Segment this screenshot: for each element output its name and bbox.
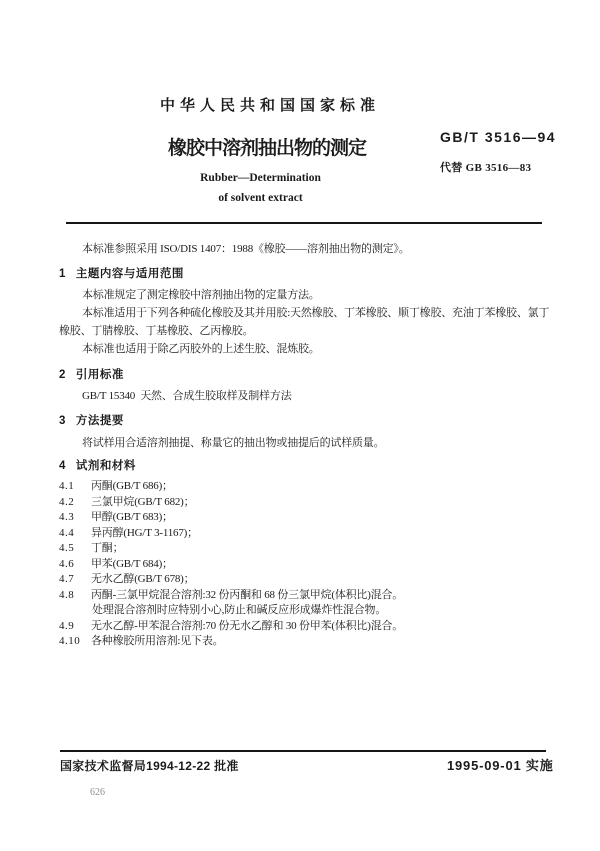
reagent-item: [59, 495, 545, 511]
reagent-number: 4.2: [59, 495, 75, 508]
reagent-number: 4.8: [59, 588, 75, 601]
section-3-summary-line: 将试样用合适溶剂抽提、称量它的抽出物或抽提后的试样质量。: [82, 437, 385, 449]
approval-note: 国家技术监督局1994-12-22 批准: [60, 759, 239, 773]
document-title-en-line1: Rubber—Determination: [200, 172, 321, 184]
section-1-paragraph-line: 橡胶、丁腈橡胶、丁基橡胶、乙丙橡胶。: [59, 325, 254, 337]
document-title-en: [163, 168, 358, 208]
reagent-text: 异丙醇(HG/T 3-1167)；: [91, 526, 198, 539]
implementation-date: 1995-09-01 实施: [447, 758, 554, 773]
reagent-text: 丁酮；: [91, 542, 124, 554]
reagent-number: 4.6: [59, 557, 75, 570]
standard-number: GB/T 3516—94: [440, 129, 557, 145]
section-1-heading: [59, 265, 545, 283]
reagent-number: 4.7: [59, 573, 75, 585]
section-3-number: 3: [59, 415, 66, 427]
reagent-item: [59, 510, 545, 526]
reagent-item: [59, 541, 545, 557]
reagent-item: [59, 634, 545, 650]
document-title-zh: 橡胶中溶剂抽出物的测定: [168, 138, 367, 159]
national-standard-heading: 中华人民共和国国家标准: [160, 97, 381, 114]
section-3-title: 方法提要: [75, 415, 124, 427]
reagent-item: [59, 557, 545, 573]
footer-divider: [60, 750, 546, 752]
section-2-number: 2: [59, 369, 66, 381]
reagent-text: 无水乙醇-甲苯混合溶剂:70 份无水乙醇和 30 份甲苯(体积比)混合。: [91, 619, 404, 632]
reagent-number: 4.10: [59, 635, 81, 647]
reagent-number: 4.1: [59, 480, 75, 492]
section-1-number: 1: [59, 268, 66, 280]
section-1-paragraph-line: 本标准也适用于除乙丙胶外的上述生胶、混炼胶。: [82, 343, 320, 355]
reagent-text: 甲醇(GB/T 683)；: [91, 511, 173, 523]
reagent-number: 4.5: [59, 542, 75, 554]
reagent-text: 无水乙醇(GB/T 678)；: [91, 573, 195, 585]
reagent-item: [59, 572, 545, 588]
reagent-number: 4.9: [59, 619, 75, 632]
section-1-title: 主题内容与适用范围: [75, 268, 184, 280]
reagent-text: 三氯甲烷(GB/T 682)；: [91, 495, 195, 508]
document-title-en-line2: of solvent extract: [218, 192, 303, 204]
reagent-safety-note: 处理混合溶剂时应特别小心,防止和碱反应形成爆炸性混合物。: [92, 604, 387, 616]
intro-paragraph: 本标准参照采用 ISO/DIS 1407：1988《橡胶——溶剂抽出物的测定》。: [82, 243, 410, 255]
section-4-heading: [59, 457, 545, 475]
reagent-list: [59, 479, 545, 650]
reagent-item: [59, 619, 545, 635]
section-4-number: 4: [59, 460, 66, 472]
reagent-text: 各种橡胶所用溶剂:见下表。: [91, 635, 224, 647]
section-1-paragraph-line: 本标准规定了测定橡胶中溶剂抽出物的定量方法。: [82, 289, 320, 301]
section-2-reference-line: GB/T 15340 天然、合成生胶取样及制样方法: [82, 390, 292, 402]
reagent-text: 丙酮-三氯甲烷混合溶剂:32 份丙酮和 68 份三氯甲烷(体积比)混合。: [91, 588, 404, 601]
reagent-item: [59, 526, 545, 542]
section-1-paragraph-line: 本标准适用于下列各种硫化橡胶及其并用胶:天然橡胶、丁苯橡胶、顺丁橡胶、充油丁苯橡胶、氯丁: [82, 307, 550, 319]
document-body: [59, 240, 550, 650]
reagent-number: 4.4: [59, 526, 75, 539]
section-4-title: 试剂和材料: [75, 460, 136, 472]
section-3-heading: [59, 412, 545, 430]
reagent-number: 4.3: [59, 511, 75, 523]
section-2-title: 引用标准: [75, 369, 124, 381]
replaces-note: 代替 GB 3516—83: [440, 162, 532, 174]
reagent-text: 丙酮(GB/T 686)；: [91, 480, 173, 492]
section-2-heading: [59, 366, 545, 384]
reagent-item: [59, 479, 545, 495]
header-divider: [66, 222, 542, 224]
reagent-item: [59, 588, 545, 604]
page-number: 626: [90, 787, 105, 798]
reagent-text: 甲苯(GB/T 684)；: [91, 557, 173, 570]
